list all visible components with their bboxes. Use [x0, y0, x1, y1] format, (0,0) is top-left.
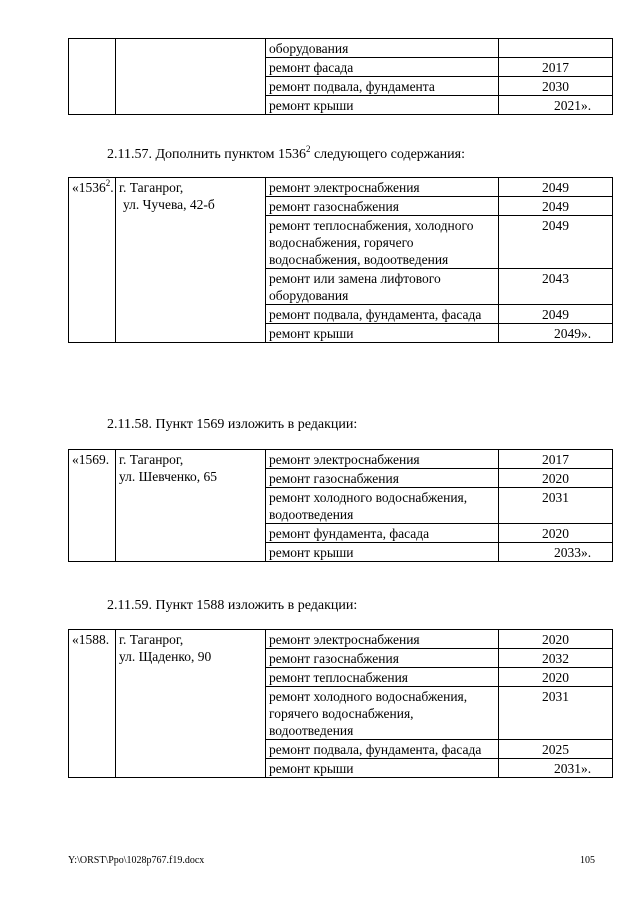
- superscript: 2: [105, 178, 111, 188]
- year-value: 2020: [542, 471, 569, 486]
- work-cell: ремонт подвала, фундамента: [266, 77, 499, 96]
- year-cell: [499, 77, 613, 96]
- year-cell: [499, 543, 613, 562]
- item-number-cell: «1588.: [69, 630, 116, 778]
- work-cell: ремонт холодного водоснабжения, горячего водоснабжения, водоотведения: [266, 687, 499, 740]
- year-value: 2025: [542, 742, 569, 757]
- footer-file-path: Y:\ORST\Ppo\1028p767.f19.docx: [68, 855, 205, 866]
- address-city: г. Таганрог,: [119, 180, 184, 195]
- work-cell: ремонт фундамента, фасада: [266, 524, 499, 543]
- address-cell: [116, 178, 266, 343]
- year-cell: [499, 687, 613, 740]
- year-value: 2049».: [553, 326, 592, 341]
- year-value: 2030: [542, 79, 569, 94]
- year-cell: [499, 178, 613, 197]
- year-value: 2049: [542, 218, 569, 233]
- work-cell: ремонт крыши: [266, 96, 499, 115]
- item-1569-table: [68, 449, 613, 562]
- paragraph-2-11-57: [107, 146, 465, 164]
- work-cell: ремонт газоснабжения: [266, 197, 499, 216]
- table-row: [69, 178, 613, 197]
- year-cell: [499, 630, 613, 649]
- year-value: 2031: [542, 689, 569, 704]
- address-cell: [116, 450, 266, 562]
- year-cell: [499, 740, 613, 759]
- year-value: 2031: [542, 490, 569, 505]
- year-cell: [499, 58, 613, 77]
- work-cell: оборудования: [266, 39, 499, 58]
- year-value: 2021».: [553, 98, 592, 113]
- work-cell: ремонт теплоснабжения, холодного водоснабжения, горячего водоснабжения, водоотведения: [266, 216, 499, 269]
- address-cell: [116, 39, 266, 115]
- address-street: ул. Чучева, 42-б: [123, 197, 215, 212]
- year-value: 2017: [542, 452, 569, 467]
- footer-page-number: 105: [580, 855, 595, 866]
- year-cell: [499, 39, 613, 58]
- year-value: 2049: [542, 307, 569, 322]
- work-cell: ремонт крыши: [266, 759, 499, 778]
- work-cell: ремонт крыши: [266, 543, 499, 562]
- work-cell: ремонт газоснабжения: [266, 469, 499, 488]
- paragraph-2-11-59: 2.11.59. Пункт 1588 изложить в редакции:: [107, 598, 358, 613]
- address-city: г. Таганрог,: [119, 632, 184, 647]
- year-cell: [499, 524, 613, 543]
- year-cell: [499, 269, 613, 305]
- work-cell: ремонт подвала, фундамента, фасада: [266, 305, 499, 324]
- year-cell: [499, 668, 613, 687]
- item-number-cell: «1536$^2$.: [69, 178, 116, 343]
- year-value: 2017: [542, 60, 569, 75]
- table-row: [69, 630, 613, 649]
- year-cell: [499, 216, 613, 269]
- year-value: 2020: [542, 632, 569, 647]
- year-cell: [499, 649, 613, 668]
- paragraph-text: 2.11.57. Дополнить пунктом 1536: [107, 147, 306, 162]
- address-street: ул. Щаденко, 90: [119, 649, 212, 664]
- work-cell: ремонт электроснабжения: [266, 450, 499, 469]
- work-cell: ремонт крыши: [266, 324, 499, 343]
- year-value: 2033».: [553, 545, 592, 560]
- year-value: 2032: [542, 651, 569, 666]
- item-number-cell: «1569.: [69, 450, 116, 562]
- work-cell: ремонт холодного водоснабжения, водоотведения: [266, 488, 499, 524]
- address-cell: [116, 630, 266, 778]
- year-value: 2020: [542, 526, 569, 541]
- work-cell: ремонт подвала, фундамента, фасада: [266, 740, 499, 759]
- item-1536-table: [68, 177, 613, 343]
- paragraph-text: следующего содержания:: [310, 147, 465, 162]
- year-cell: [499, 450, 613, 469]
- year-cell: [499, 488, 613, 524]
- work-cell: ремонт теплоснабжения: [266, 668, 499, 687]
- item-1588-table: [68, 629, 613, 778]
- year-cell: [499, 469, 613, 488]
- work-cell: ремонт фасада: [266, 58, 499, 77]
- year-cell: [499, 759, 613, 778]
- item-number-cell: [69, 39, 116, 115]
- work-cell: ремонт газоснабжения: [266, 649, 499, 668]
- year-cell: [499, 324, 613, 343]
- address-city: г. Таганрог,: [119, 452, 184, 467]
- year-value: 2020: [542, 670, 569, 685]
- year-value: 2043: [542, 271, 569, 286]
- work-cell: ремонт или замена лифтового оборудования: [266, 269, 499, 305]
- year-cell: [499, 197, 613, 216]
- year-value: 2049: [542, 199, 569, 214]
- paragraph-2-11-58: 2.11.58. Пункт 1569 изложить в редакции:: [107, 417, 358, 432]
- year-value: 2049: [542, 180, 569, 195]
- work-cell: ремонт электроснабжения: [266, 630, 499, 649]
- work-cell: ремонт электроснабжения: [266, 178, 499, 197]
- year-cell: [499, 96, 613, 115]
- table-row: [69, 39, 613, 58]
- table-row: [69, 450, 613, 469]
- superscript: 2: [305, 144, 311, 154]
- year-value: 2031».: [553, 761, 592, 776]
- continuation-table: [68, 38, 613, 115]
- address-street: ул. Шевченко, 65: [119, 469, 217, 484]
- year-cell: [499, 305, 613, 324]
